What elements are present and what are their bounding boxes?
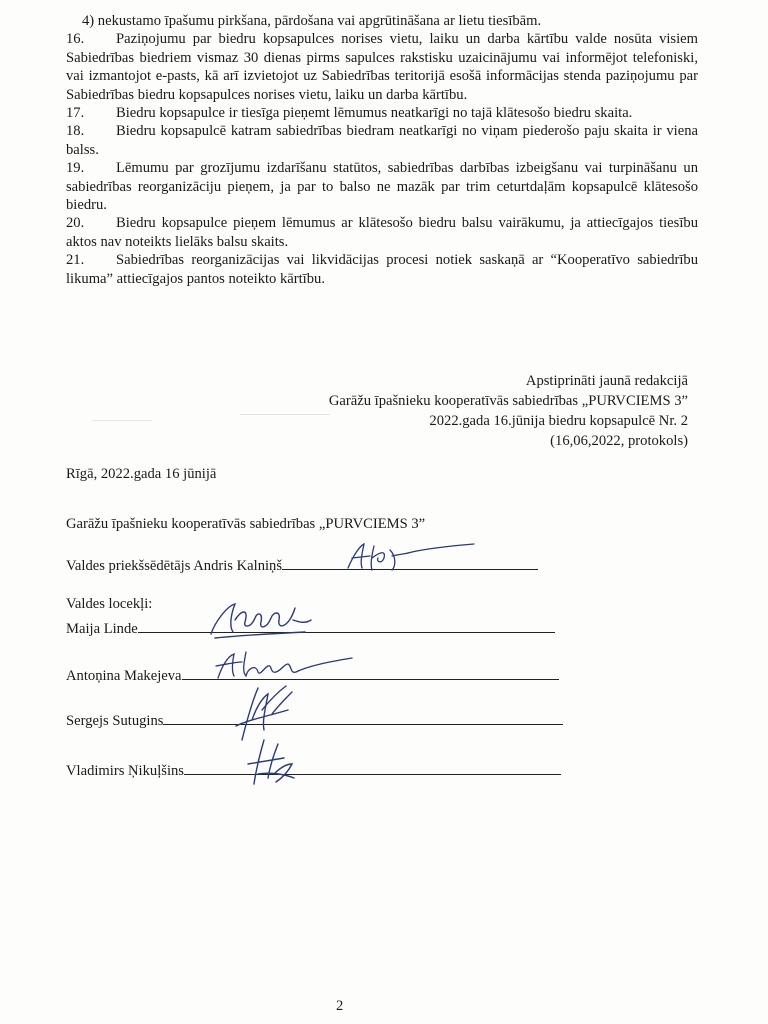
paragraph-18 <box>66 122 698 159</box>
signature-line <box>138 620 555 633</box>
bleed-through-mark <box>92 414 152 421</box>
paragraph-text: Biedru kopsapulce ir tiesīga pieņemt lēmumus neatkarīgi no tajā klātesošo biedru skaita. <box>116 105 633 122</box>
chairman-label: Valdes priekšsēdētājs Andris Kalniņš <box>66 558 283 574</box>
paragraph-16 <box>66 30 698 104</box>
approval-line-4: (16,06,2022, protokols) <box>550 433 688 449</box>
paragraph-text: Biedru kopsapulce pieņem lēmumus ar klātesošo biedru balsu vairākumu, ja attiecīgajos tiesību aktos nav noteikts lielāks balsu skaits. <box>66 215 698 250</box>
signature-line <box>163 712 563 725</box>
member-signature-row <box>66 712 563 730</box>
approval-line-2: Garāžu īpašnieku kooperatīvās sabiedrības „PURVCIEMS 3” <box>328 393 688 409</box>
paragraph-text: Lēmumu par grozījumu izdarīšanu statūtos, sabiedrības darbības izbeigšanu vai turpināšanu un sabiedrības reorganizāciju pieņem, ja par to balso ne mazāk par trim ceturtdaļām kopsapulcē klātesošo biedru. <box>66 160 698 214</box>
paragraph-number: 16. <box>66 31 85 48</box>
paragraph-text: Paziņojumu par biedru kopsapulces norises vietu, laiku un darba kārtību valde nosūta visiem Sabiedrības biedriem vismaz 30 dienas pirms sapulces rakstisku uzaicinājumu vai informējot telefoniski, vai izmantojot e-pasts, kā arī izvietojot uz Sabiedrības teritorijā esošā informācijas stenda paziņojumu par Sabiedrības biedru kopsapulces norises vietu, laiku un darba kārtību. <box>66 31 698 103</box>
member-name: Antoņina Makejeva <box>66 668 182 684</box>
paragraph-item-4 <box>66 12 698 30</box>
paragraph-20 <box>66 214 698 251</box>
paragraph-number: 21. <box>66 252 85 269</box>
chairman-signature <box>340 540 480 576</box>
paragraph-text: Biedru kopsapulcē katram sabiedrības biedram neatkarīgi no viņam piederošo paju skaita ir viena balss. <box>66 123 698 158</box>
approval-line-1: Apstiprināti jaunā redakcijā <box>525 373 688 389</box>
paragraph-number: 19. <box>66 160 85 177</box>
paragraph-19 <box>66 159 698 214</box>
member-name: Sergejs Sutugins <box>66 713 164 729</box>
member-signature <box>205 598 325 644</box>
paragraph-number: 18. <box>66 123 85 140</box>
member-signature <box>240 734 300 788</box>
paragraph-number: 20. <box>66 215 85 232</box>
approval-line-3: 2022.gada 16.jūnija biedru kopsapulcē Nr. 2 <box>429 413 688 429</box>
organization-name: Garāžu īpašnieku kooperatīvās sabiedrības „PURVCIEMS 3” <box>66 516 426 532</box>
paragraph-17 <box>66 104 698 122</box>
board-members-label: Valdes locekļi: <box>66 596 153 612</box>
place-and-date: Rīgā, 2022.gada 16 jūnijā <box>66 466 217 482</box>
approval-block <box>329 371 688 451</box>
statute-paragraphs <box>66 12 698 288</box>
bleed-through-mark <box>240 408 330 415</box>
paragraph-number: 17. <box>66 105 85 122</box>
paragraph-text: Sabiedrības reorganizācijas vai likvidācijas procesi notiek saskaņā ar “Kooperatīvo sabiedrību likuma” attiecīgajos pantos noteikto kārtību. <box>66 252 698 287</box>
page-number: 2 <box>336 998 344 1014</box>
paragraph-text: 4) nekustamo īpašumu pirkšana, pārdošana vai apgrūtināšana ar lietu tiesībām. <box>82 13 542 29</box>
paragraph-21 <box>66 251 698 288</box>
member-name: Maija Linde <box>66 621 138 637</box>
member-name: Vladimirs Ņikuļšins <box>66 763 184 779</box>
member-signature-row <box>66 762 561 780</box>
